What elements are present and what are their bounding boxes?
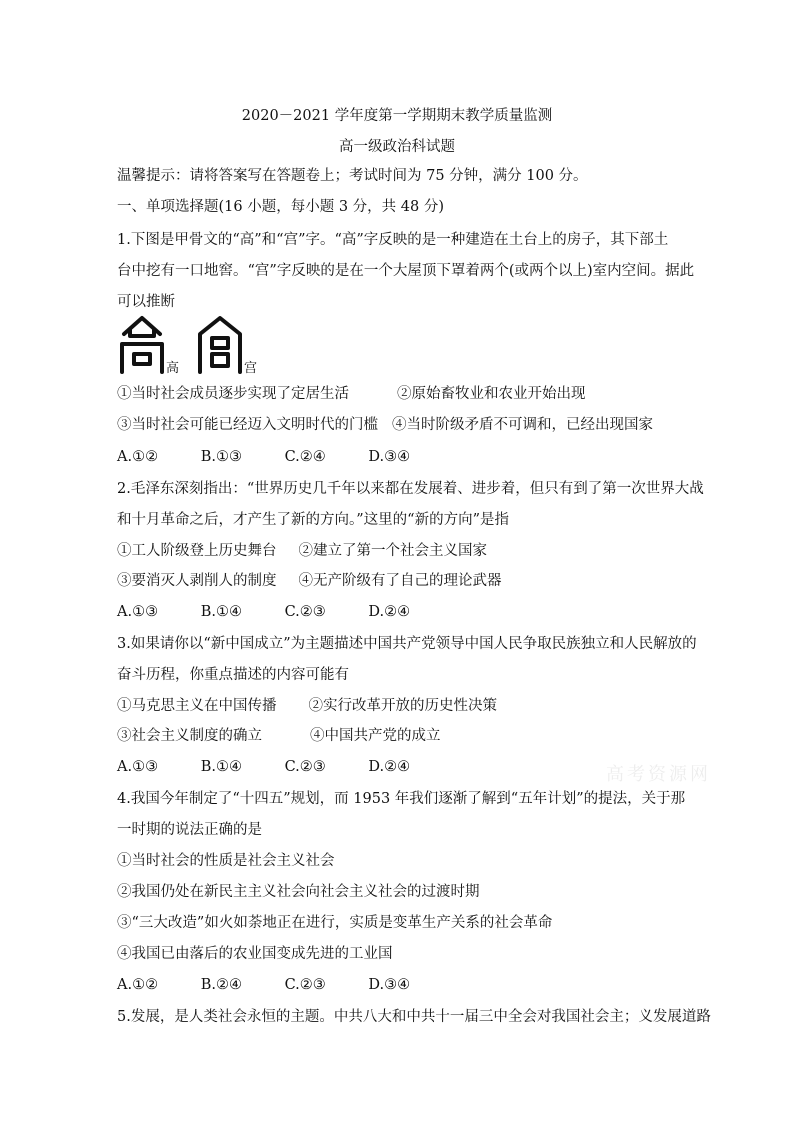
q1-option-d[interactable]: D.③④: [368, 449, 411, 465]
q5-stem-line1: 5.发展，是人类社会永恒的主题。中共八大和中共十一届三中全会对我国社会主；义发展道路: [117, 1009, 711, 1025]
q3-options: [117, 757, 448, 777]
q1-options: [117, 447, 448, 467]
q2-stem-line2: 和十月革命之后，才产生了新的方向。”这里的“新的方向”是指: [117, 512, 509, 528]
section-heading: 一、单项选择题(16 小题，每小题 3 分，共 48 分): [117, 199, 444, 215]
q1-statement-4: ④当时阶级矛盾不可调和，已经出现国家: [392, 417, 653, 433]
q4-statement-4: ④我国已由落后的农业国变成先进的工业国: [117, 946, 393, 962]
watermark: 高考资源网: [606, 764, 711, 785]
q4-statement-3: ③“三大改造”如火如荼地正在进行，实质是变革生产关系的社会革命: [117, 915, 553, 931]
q4-option-b[interactable]: B.②④: [200, 977, 242, 993]
oracle-gao-glyph: [122, 318, 162, 372]
q3-statements-row1: [117, 696, 497, 716]
q3-stem-line1: 3.如果请你以“新中国成立”为主题描述中国共产党领导中国人民争取民族独立和人民解放的: [117, 636, 697, 652]
exam-tip: 温馨提示：请将答案写在答题卷上；考试时间为 75 分钟，满分 100 分。: [117, 168, 588, 184]
q3-option-b[interactable]: B.①④: [200, 759, 242, 775]
q2-statements-row2: [117, 571, 502, 591]
oracle-gong-glyph: [200, 318, 240, 372]
q2-statement-1: ①工人阶级登上历史舞台: [117, 543, 277, 559]
q3-statements-row2: [117, 726, 441, 746]
q3-stem-line2: 奋斗历程，你重点描述的内容可能有: [117, 667, 349, 683]
q2-statements-row1: [117, 541, 487, 561]
q2-option-b[interactable]: B.①④: [200, 604, 242, 620]
q4-stem-line1: 4.我国今年制定了“十四五”规划，而 1953 年我们逐渐了解到“五年计划”的提法，关于那: [117, 791, 686, 807]
q2-options: [117, 602, 448, 622]
q3-statement-2: ②实行改革开放的历史性决策: [308, 698, 497, 714]
q1-stem-line3: 可以推断: [117, 294, 175, 310]
q2-stem-line1: 2.毛泽东深刻指出：“世界历史几千年以来都在发展着、进步着，但只有到了第一次世界大战: [117, 481, 704, 497]
oracle-gong-label: 宫: [244, 361, 258, 374]
q3-statement-3: ③社会主义制度的确立: [117, 728, 262, 744]
q4-statement-1: ①当时社会的性质是社会主义社会: [117, 853, 335, 869]
q3-option-a[interactable]: A.①③: [117, 759, 159, 775]
exam-title: 2020－2021 学年度第一学期期末教学质量监测: [241, 108, 553, 124]
q1-stem-line2: 台中挖有一口地窖。“宫”字反映的是在一个大屋顶下罩着两个(或两个以上)室内空间。据此: [117, 263, 695, 279]
q3-statement-4: ④中国共产党的成立: [310, 728, 441, 744]
q1-statements-row2: [117, 415, 653, 435]
q4-stem-line2: 一时期的说法正确的是: [117, 822, 262, 838]
q1-option-a[interactable]: A.①②: [117, 449, 159, 465]
q2-statement-3: ③要消灭人剥削人的制度: [117, 573, 277, 589]
q2-statement-4: ④无产阶级有了自己的理论武器: [298, 573, 502, 589]
q4-options: [117, 975, 448, 995]
q2-statement-2: ②建立了第一个社会主义国家: [298, 543, 487, 559]
q4-option-a[interactable]: A.①②: [117, 977, 159, 993]
exam-subtitle: 高一级政治科试题: [339, 139, 455, 155]
oracle-bone-glyphs-figure: [120, 314, 280, 374]
q4-option-c[interactable]: C.②③: [284, 977, 326, 993]
q3-option-c[interactable]: C.②③: [284, 759, 326, 775]
q1-statement-2: ②原始畜牧业和农业开始出现: [397, 386, 586, 402]
oracle-gao-label: 高: [166, 361, 180, 374]
q1-option-c[interactable]: C.②④: [284, 449, 326, 465]
q2-option-c[interactable]: C.②③: [284, 604, 326, 620]
q3-option-d[interactable]: D.②④: [368, 759, 411, 775]
q1-statements-row1: [117, 384, 586, 404]
q3-statement-1: ①马克思主义在中国传播: [117, 698, 277, 714]
q1-statement-3: ③当时社会可能已经迈入文明时代的门槛: [117, 417, 378, 433]
q1-stem-line1: 1.下图是甲骨文的“高”和“宫”字。“高”字反映的是一种建造在土台上的房子，其下部土: [117, 232, 669, 248]
q2-option-a[interactable]: A.①③: [117, 604, 159, 620]
q2-option-d[interactable]: D.②④: [368, 604, 411, 620]
q1-statement-1: ①当时社会成员逐步实现了定居生活: [117, 386, 349, 402]
q4-statement-2: ②我国仍处在新民主主义社会向社会主义社会的过渡时期: [117, 884, 480, 900]
q1-option-b[interactable]: B.①③: [200, 449, 242, 465]
q4-option-d[interactable]: D.③④: [368, 977, 411, 993]
